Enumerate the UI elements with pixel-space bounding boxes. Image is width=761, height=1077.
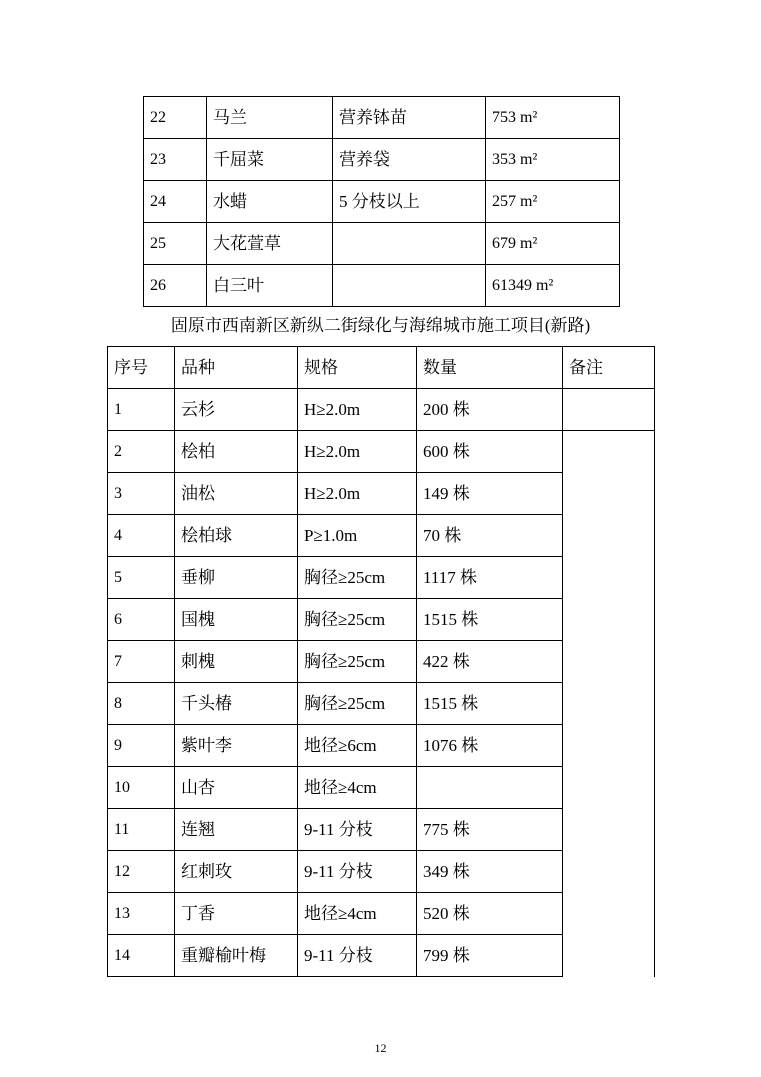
cell-spec: 胸径≥25cm [298, 557, 417, 599]
cell-spec: P≥1.0m [298, 515, 417, 557]
cell-name: 红刺玫 [175, 851, 298, 893]
cell-name: 丁香 [175, 893, 298, 935]
cell-name: 油松 [175, 473, 298, 515]
cell-name: 桧柏球 [175, 515, 298, 557]
cell-name: 连翘 [175, 809, 298, 851]
cell-name: 大花萱草 [207, 223, 333, 265]
cell-qty: 600 株 [417, 431, 563, 473]
section-title: 固原市西南新区新纵二街绿化与海绵城市施工项目(新路) [170, 316, 591, 335]
cell-no: 22 [144, 97, 207, 139]
cell-spec: 营养袋 [333, 139, 486, 181]
cell-spec: 9-11 分枝 [298, 851, 417, 893]
cell-spec: 胸径≥25cm [298, 641, 417, 683]
cell-note [563, 389, 655, 431]
cell-name: 千屈菜 [207, 139, 333, 181]
cell-qty: 149 株 [417, 473, 563, 515]
table-row [144, 97, 620, 139]
cell-no: 1 [108, 389, 175, 431]
cell-spec: 5 分枝以上 [333, 181, 486, 223]
cell-name: 马兰 [207, 97, 333, 139]
cell-name: 刺槐 [175, 641, 298, 683]
cell-name: 桧柏 [175, 431, 298, 473]
cell-spec: 胸径≥25cm [298, 599, 417, 641]
cell-no: 24 [144, 181, 207, 223]
cell-qty [417, 767, 563, 809]
cell-qty: 1515 株 [417, 599, 563, 641]
cell-spec: 胸径≥25cm [298, 683, 417, 725]
cell-spec: H≥2.0m [298, 431, 417, 473]
table-row [108, 431, 655, 473]
cell-name: 云杉 [175, 389, 298, 431]
table-row [144, 265, 620, 307]
cell-qty: 775 株 [417, 809, 563, 851]
cell-no: 25 [144, 223, 207, 265]
table-row [144, 223, 620, 265]
cell-note-merged [563, 431, 655, 977]
cell-no: 14 [108, 935, 175, 977]
header-qty: 数量 [417, 347, 563, 389]
cell-qty: 799 株 [417, 935, 563, 977]
cell-qty: 520 株 [417, 893, 563, 935]
cell-name: 千头椿 [175, 683, 298, 725]
cell-no: 26 [144, 265, 207, 307]
main-table [107, 346, 655, 977]
cell-no: 2 [108, 431, 175, 473]
cell-qty: 753 m² [486, 97, 620, 139]
cell-spec: 地径≥4cm [298, 893, 417, 935]
table-row [144, 181, 620, 223]
cell-name: 山杏 [175, 767, 298, 809]
cell-no: 13 [108, 893, 175, 935]
cell-no: 8 [108, 683, 175, 725]
table-row [108, 389, 655, 431]
cell-no: 12 [108, 851, 175, 893]
cell-no: 23 [144, 139, 207, 181]
header-note: 备注 [563, 347, 655, 389]
cell-name: 紫叶李 [175, 725, 298, 767]
cell-qty: 200 株 [417, 389, 563, 431]
cell-spec: 营养钵苗 [333, 97, 486, 139]
cell-no: 3 [108, 473, 175, 515]
cell-name: 国槐 [175, 599, 298, 641]
header-spec: 规格 [298, 347, 417, 389]
cell-spec [333, 265, 486, 307]
cell-no: 4 [108, 515, 175, 557]
cell-spec: 9-11 分枝 [298, 935, 417, 977]
table-row [144, 139, 620, 181]
cell-name: 白三叶 [207, 265, 333, 307]
cell-spec: 地径≥4cm [298, 767, 417, 809]
top-table [143, 96, 620, 307]
cell-qty: 70 株 [417, 515, 563, 557]
cell-no: 10 [108, 767, 175, 809]
header-row [108, 347, 655, 389]
cell-qty: 679 m² [486, 223, 620, 265]
cell-no: 11 [108, 809, 175, 851]
cell-qty: 349 株 [417, 851, 563, 893]
cell-spec [333, 223, 486, 265]
cell-name: 水蜡 [207, 181, 333, 223]
cell-no: 5 [108, 557, 175, 599]
cell-name: 重瓣榆叶梅 [175, 935, 298, 977]
header-no: 序号 [108, 347, 175, 389]
header-name: 品种 [175, 347, 298, 389]
cell-qty: 422 株 [417, 641, 563, 683]
cell-name: 垂柳 [175, 557, 298, 599]
cell-no: 9 [108, 725, 175, 767]
cell-qty: 1515 株 [417, 683, 563, 725]
cell-no: 6 [108, 599, 175, 641]
cell-qty: 257 m² [486, 181, 620, 223]
cell-qty: 1117 株 [417, 557, 563, 599]
cell-no: 7 [108, 641, 175, 683]
cell-qty: 353 m² [486, 139, 620, 181]
cell-spec: H≥2.0m [298, 389, 417, 431]
cell-spec: 地径≥6cm [298, 725, 417, 767]
page-number: 12 [374, 1041, 387, 1055]
cell-qty: 1076 株 [417, 725, 563, 767]
cell-qty: 61349 m² [486, 265, 620, 307]
cell-spec: 9-11 分枝 [298, 809, 417, 851]
cell-spec: H≥2.0m [298, 473, 417, 515]
